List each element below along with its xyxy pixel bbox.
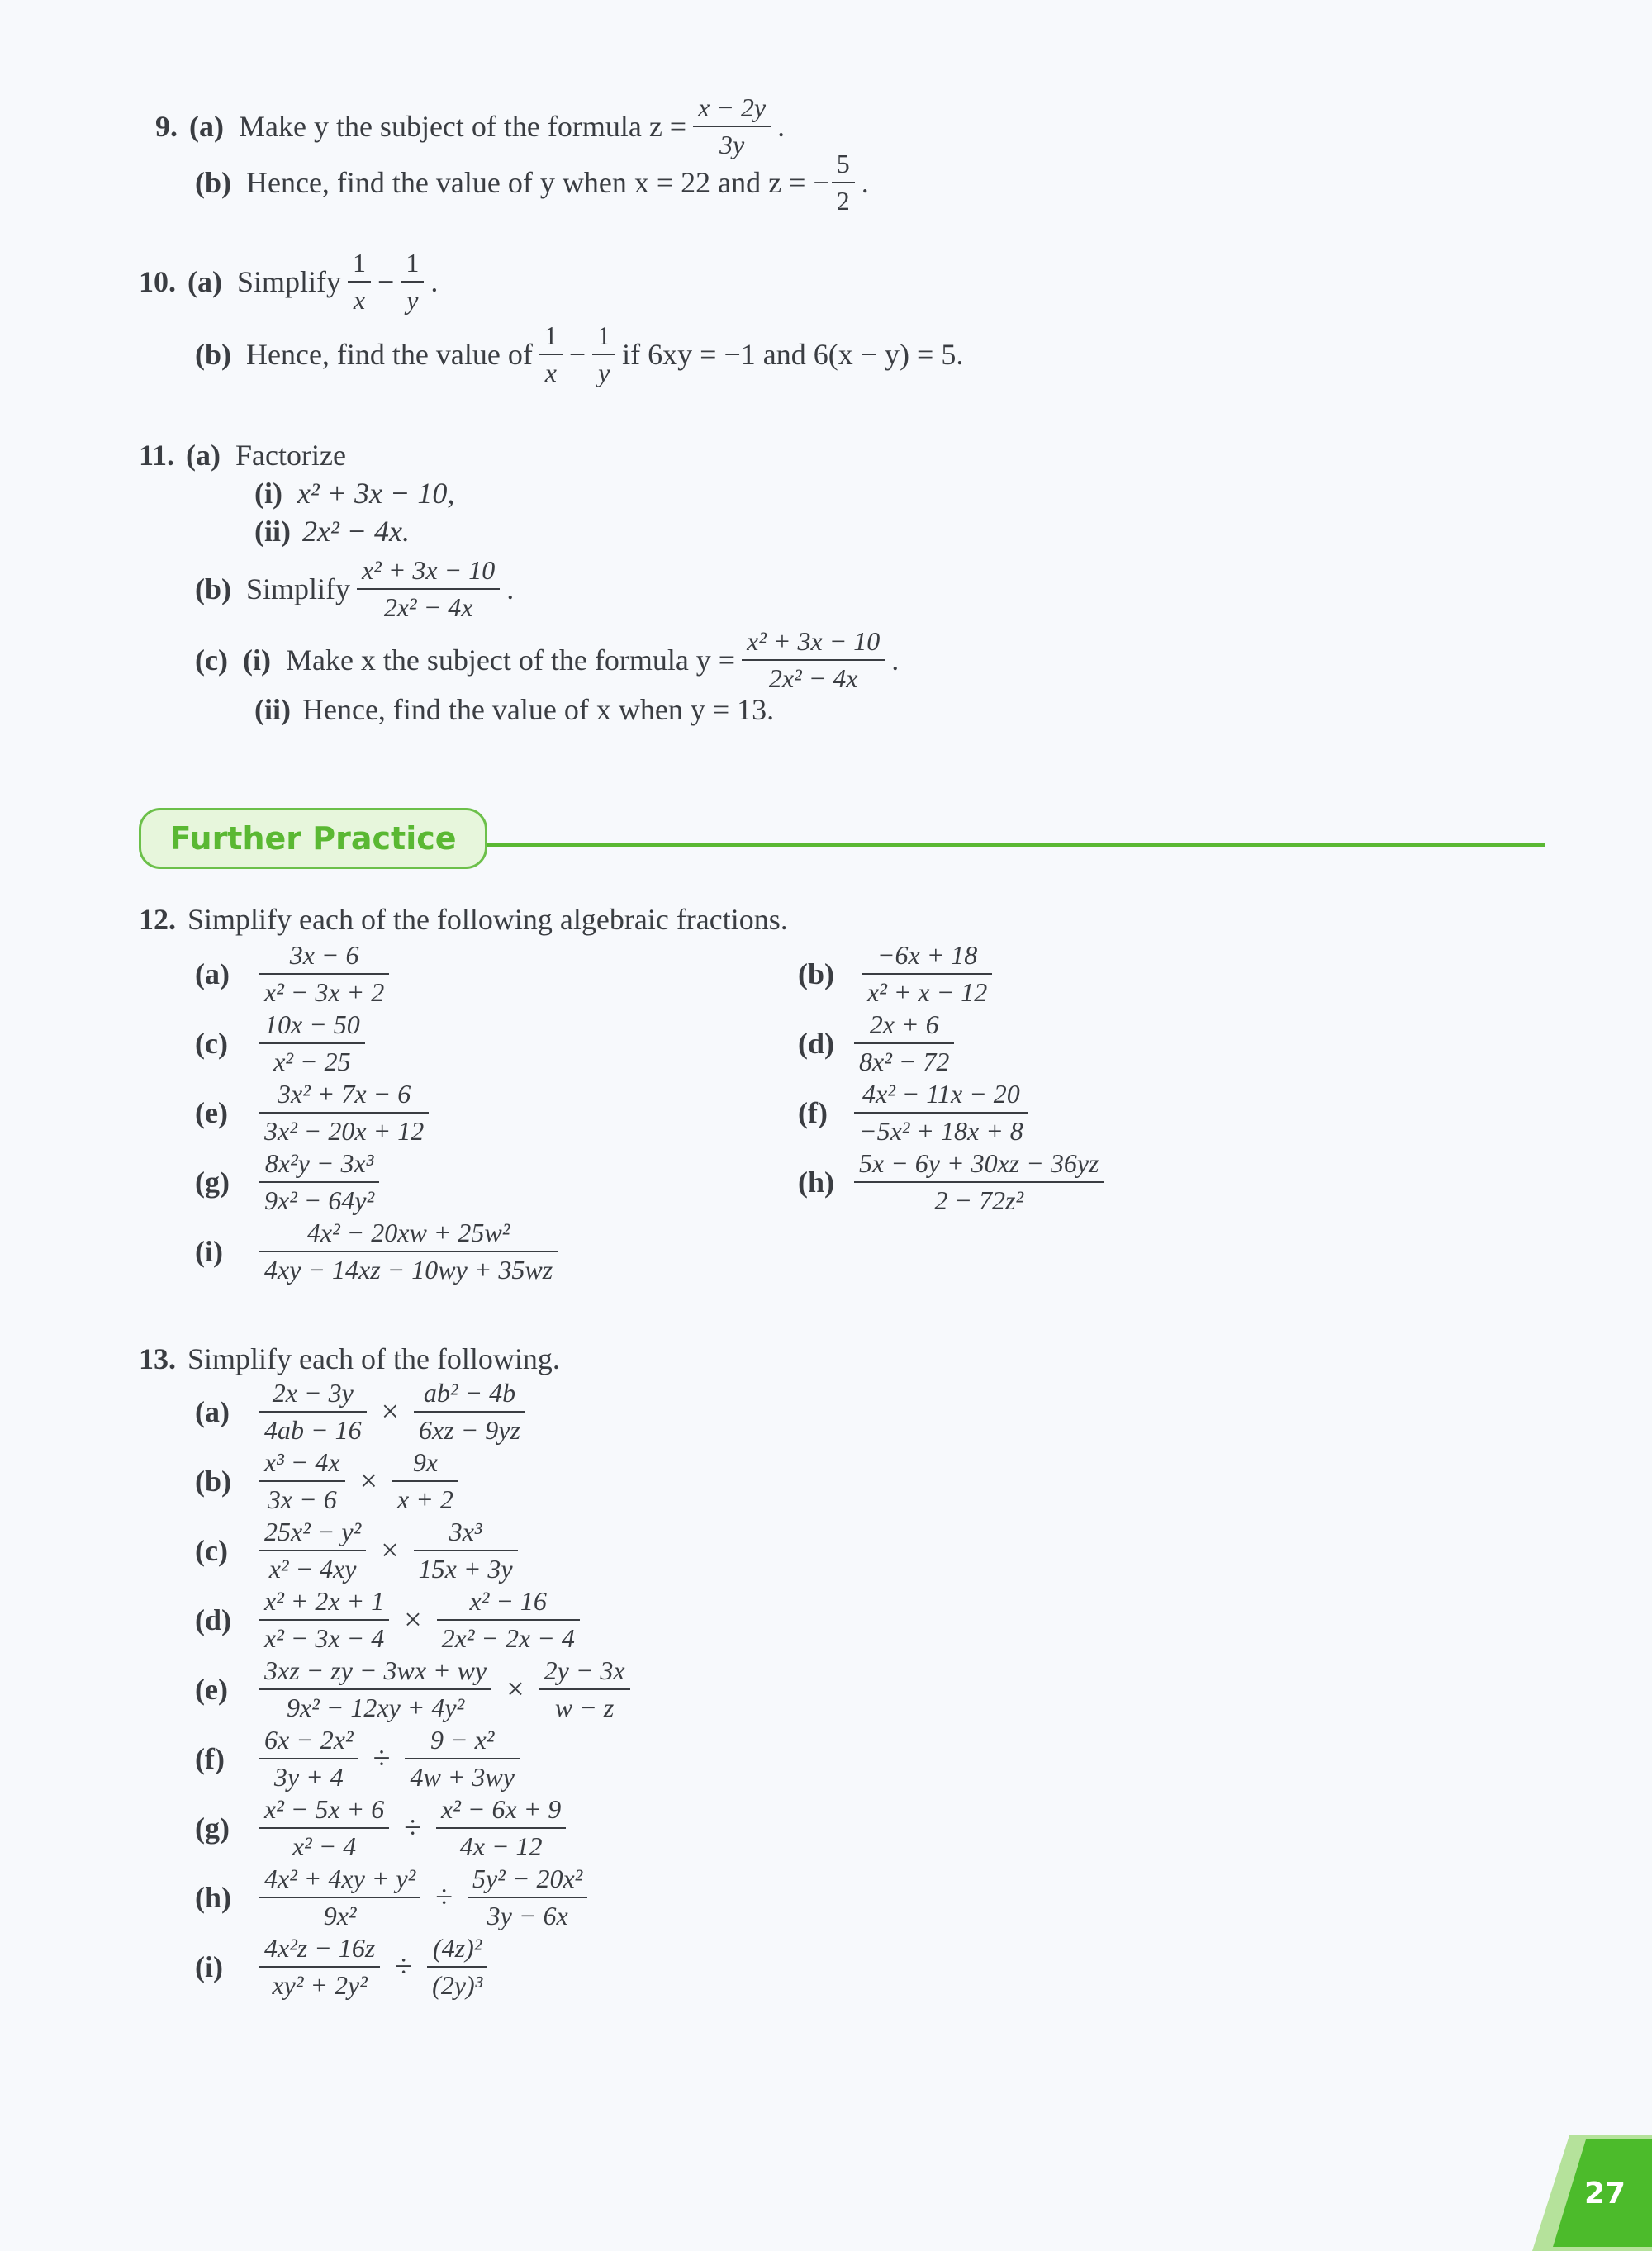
question-number: 10. bbox=[139, 264, 176, 298]
subpart-label: (i) bbox=[254, 477, 282, 510]
q13-item-h bbox=[195, 1864, 594, 1931]
divide-operator: ÷ bbox=[404, 1810, 422, 1845]
fraction: $\frac{1}{x}$ bbox=[539, 321, 563, 388]
q11-part-b: (b) Simplify $\frac{\text{x² + 3x − 10}}{\text{2x² − 4x}}$ . bbox=[195, 555, 515, 622]
fraction: $\frac{\text{25x² − y²}}{\text{x² − 4xy}}$ bbox=[259, 1517, 366, 1584]
fraction: $\frac{\text{(4z)²}}{\text{(2y)³}}$ bbox=[427, 1933, 487, 2001]
fraction: $\frac{\text{x² + 3x − 10}}{\text{2x² − 4x}}$ bbox=[742, 626, 885, 694]
item-label: (h) bbox=[798, 1165, 834, 1199]
fraction: $\frac{2y - 3x}{w - z}$ bbox=[539, 1655, 630, 1723]
item-label: (e) bbox=[195, 1672, 228, 1706]
prompt-text: Simplify each of the following algebraic fractions. bbox=[188, 903, 788, 936]
q12-item-g bbox=[195, 1148, 386, 1216]
q13-item-d bbox=[195, 1586, 586, 1654]
item-label: (d) bbox=[798, 1026, 834, 1060]
multiply-operator: × bbox=[381, 1394, 400, 1429]
q12-item-i bbox=[195, 1218, 564, 1285]
item-label: (i) bbox=[195, 1949, 223, 1983]
q9a-text: Make y the subject of the formula z = bbox=[238, 109, 687, 143]
fraction: $\frac{\text{4x² − 20xw + 25w²}}{4xy - 14xz - 10wy + 35wz}$ bbox=[259, 1218, 558, 1285]
fraction: $\frac{5x - 6y + 30xz - 36yz}{\text{2 − 72z²}}$ bbox=[854, 1148, 1104, 1216]
fraction: $\frac{1}{x}$ bbox=[348, 248, 371, 316]
q12-item-h bbox=[798, 1148, 1111, 1216]
item-label: (g) bbox=[195, 1165, 230, 1199]
q11a-text: Factorize bbox=[235, 439, 346, 472]
q12-item-f bbox=[798, 1079, 1035, 1147]
item-label: (a) bbox=[195, 957, 230, 990]
section-title-further-practice: Further Practice bbox=[139, 808, 487, 869]
q12-item-e bbox=[195, 1079, 435, 1147]
subpart-label: (ii) bbox=[254, 515, 291, 548]
fraction: $\frac{1}{y}$ bbox=[592, 321, 615, 388]
question-number: 9. bbox=[155, 109, 178, 143]
fraction: $\frac{3x - 6}{\text{x² − 3x + 2}}$ bbox=[259, 940, 389, 1008]
part-label: (b) bbox=[195, 165, 231, 199]
item-label: (b) bbox=[195, 1464, 231, 1498]
part-label: (a) bbox=[189, 109, 224, 143]
q13-item-e bbox=[195, 1655, 637, 1723]
q11c-ii-text: Hence, find the value of x when y = 13. bbox=[301, 693, 775, 726]
q13-item-f bbox=[195, 1725, 526, 1793]
q10a-text: Simplify bbox=[236, 264, 342, 298]
fraction: $\frac{3xz - zy - 3wx + wy}{\text{9x² − 12xy + 4y²}}$ bbox=[259, 1655, 491, 1723]
item-label: (c) bbox=[195, 1533, 228, 1567]
divide-operator: ÷ bbox=[395, 1949, 413, 1984]
item-label: (a) bbox=[195, 1394, 230, 1428]
fraction: $\frac{x - 2y}{3y}$ bbox=[693, 93, 771, 160]
item-label: (c) bbox=[195, 1026, 228, 1060]
part-label: (b) bbox=[195, 337, 231, 371]
fraction: $\frac{2x + 6}{\text{8x² − 72}}$ bbox=[854, 1009, 954, 1077]
item-label: (h) bbox=[195, 1880, 231, 1914]
multiply-operator: × bbox=[359, 1463, 378, 1498]
q13-item-c bbox=[195, 1517, 525, 1584]
fraction: $\frac{\text{4x² − 11x − 20}}{\text{−5x² + 18x + 8}}$ bbox=[854, 1079, 1028, 1147]
multiply-operator: × bbox=[381, 1532, 399, 1568]
item-label: (e) bbox=[195, 1095, 228, 1129]
part-label: (a) bbox=[188, 264, 222, 298]
q11-a-ii bbox=[254, 514, 410, 549]
question-number: 13. bbox=[139, 1342, 176, 1375]
question-number: 11. bbox=[139, 439, 175, 472]
part-label: (c) bbox=[195, 643, 228, 677]
q9b-text: Hence, find the value of y when x = 22 and z = − bbox=[246, 165, 830, 199]
item-label: (d) bbox=[195, 1603, 231, 1636]
multiply-operator: × bbox=[506, 1671, 525, 1707]
fraction: $\frac{9x}{x + 2}$ bbox=[392, 1447, 458, 1515]
item-label: (i) bbox=[195, 1234, 223, 1268]
fraction: $\frac{\text{9 − x²}}{4w + 3wy}$ bbox=[405, 1725, 519, 1793]
fraction: $\frac{5}{2}$ bbox=[832, 149, 855, 216]
fraction: $\frac{\text{x² − 6x + 9}}{4x - 12}$ bbox=[436, 1794, 566, 1862]
q11b-text: Simplify bbox=[246, 572, 351, 605]
question-number: 12. bbox=[139, 903, 176, 936]
q9-part-b: (b) Hence, find the value of y when x = 22 and z = − $\frac{5}{2}$ . bbox=[195, 149, 869, 216]
fraction: $\frac{10x - 50}{\text{x² − 25}}$ bbox=[259, 1009, 365, 1077]
fraction: $\frac{1}{y}$ bbox=[401, 248, 424, 316]
q13-item-b bbox=[195, 1447, 465, 1515]
q9-part-a: 9. (a) Make y the subject of the formula z = $\frac{x - 2y}{3y}$ . bbox=[155, 93, 786, 159]
q10b-text: Hence, find the value of bbox=[246, 337, 533, 371]
item-label: (b) bbox=[798, 957, 834, 990]
multiply-operator: × bbox=[404, 1602, 422, 1637]
q12-prompt bbox=[139, 902, 788, 937]
section-divider bbox=[487, 843, 1545, 847]
fraction: $\frac{\text{x² − 5x + 6}}{\text{x² − 4}}$ bbox=[259, 1794, 389, 1862]
q13-item-i bbox=[195, 1933, 494, 2001]
fraction: $\frac{\text{5y² − 20x²}}{3y - 6x}$ bbox=[468, 1864, 587, 1931]
expression: 2x² − 4x. bbox=[301, 515, 411, 548]
subpart-label: (i) bbox=[242, 643, 271, 677]
q11-part-c-i: (c) (i) Make x the subject of the formula y = $\frac{\text{x² + 3x − 10}}{\text{2x² − 4x}}$ . bbox=[195, 626, 900, 693]
item-label: (f) bbox=[798, 1095, 828, 1129]
fraction: $\frac{-6x + 18}{\text{x² + x − 12}}$ bbox=[862, 940, 992, 1008]
part-label: (a) bbox=[186, 439, 221, 472]
fraction: $\frac{2x - 3y}{4ab - 16}$ bbox=[259, 1378, 367, 1446]
q10-part-b: (b) Hence, find the value of $\frac{1}{x}$ − $\frac{1}{y}$ if 6xy = −1 and 6(x − y) = 5. bbox=[195, 321, 964, 387]
prompt-text: Simplify each of the following. bbox=[188, 1342, 560, 1375]
item-label: (g) bbox=[195, 1811, 230, 1845]
page-number: 27 bbox=[1584, 2177, 1626, 2211]
expression: x² + 3x − 10, bbox=[297, 477, 455, 510]
q11-part-a bbox=[139, 438, 346, 473]
q13-item-a bbox=[195, 1378, 532, 1446]
fraction: $\frac{\text{x² − 16}}{\text{2x² − 2x − 4}}$ bbox=[437, 1586, 580, 1654]
fraction: $\frac{\text{3x³}}{15x + 3y}$ bbox=[414, 1517, 518, 1584]
q11c-text: Make x the subject of the formula y = bbox=[285, 643, 736, 677]
q11-a-i bbox=[254, 476, 454, 511]
fraction: $\frac{\text{ab² − 4b}}{6xz - 9yz}$ bbox=[414, 1378, 525, 1446]
q12-item-c bbox=[195, 1009, 372, 1077]
q13-item-g bbox=[195, 1794, 572, 1862]
fraction: $\frac{\text{x² + 3x − 10}}{\text{2x² − 4x}}$ bbox=[357, 555, 500, 623]
q13-prompt bbox=[139, 1342, 560, 1376]
fraction: $\frac{\text{x³ − 4x}}{3x - 6}$ bbox=[259, 1447, 345, 1515]
fraction: $\frac{\text{8x²y − 3x³}}{\text{9x² − 64y²}}$ bbox=[259, 1148, 379, 1216]
q12-item-d bbox=[798, 1009, 961, 1077]
fraction: $\frac{\text{x² + 2x + 1}}{\text{x² − 3x − 4}}$ bbox=[259, 1586, 389, 1654]
q10b-tail: if 6xy = −1 and 6(x − y) = 5. bbox=[622, 337, 964, 371]
fraction: $\frac{\text{4x² + 4xy + y²}}{\text{9x²}}$ bbox=[259, 1864, 420, 1931]
divide-operator: ÷ bbox=[435, 1879, 453, 1915]
fraction: $\frac{\text{4x²z − 16z}}{\text{xy² + 2y²}}$ bbox=[259, 1933, 380, 2001]
fraction: $\frac{\text{6x − 2x²}}{3y + 4}$ bbox=[259, 1725, 358, 1793]
subpart-label: (ii) bbox=[254, 693, 291, 726]
q11-part-c-ii bbox=[254, 692, 774, 727]
divide-operator: ÷ bbox=[373, 1740, 391, 1776]
q12-item-a bbox=[195, 940, 396, 1008]
q12-item-b bbox=[798, 940, 999, 1008]
q10-part-a: 10. (a) Simplify $\frac{1}{x}$ − $\frac{1}{y}$ . bbox=[139, 248, 439, 315]
item-label: (f) bbox=[195, 1741, 225, 1775]
fraction: $\frac{\text{3x² + 7x − 6}}{\text{3x² − 20x + 12}}$ bbox=[259, 1079, 429, 1147]
part-label: (b) bbox=[195, 572, 231, 605]
